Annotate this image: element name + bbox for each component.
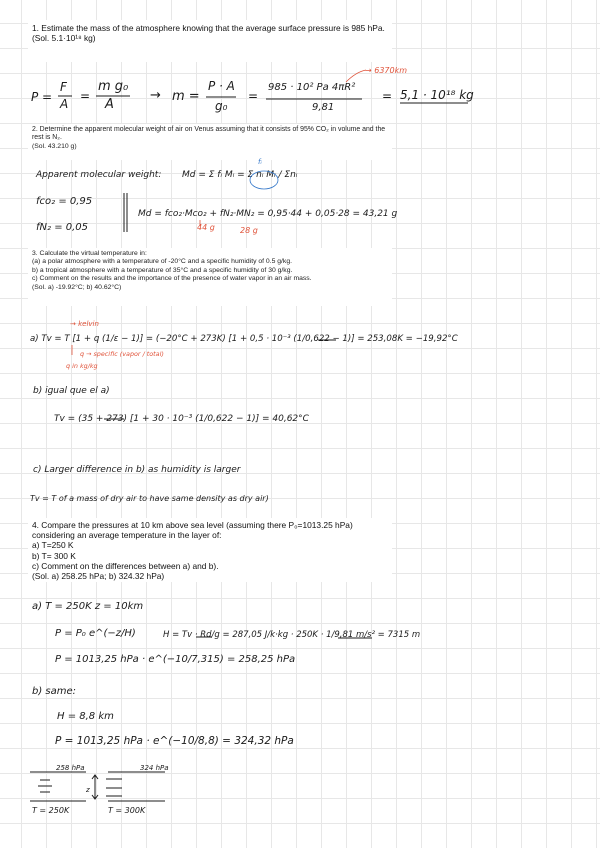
sketch-label-t250: T = 250K xyxy=(32,806,70,815)
work3-b-label: b) igual que el a) xyxy=(33,386,110,396)
work1-eq3: = xyxy=(382,89,393,103)
work1-p: P = xyxy=(31,90,53,104)
sketch-label-t300: T = 300K xyxy=(108,806,146,815)
problem-1-solution: (Sol. 5.1·10¹⁸ kg) xyxy=(32,33,96,44)
work1-mg-bot: A xyxy=(105,97,114,112)
work1-den: 9,81 xyxy=(312,102,335,113)
work1-mg-top: m g₀ xyxy=(98,79,129,94)
work4-p-result: P = 1013,25 hPa · e^(−10/7,315) = 258,25 hPa xyxy=(55,654,296,665)
problem-4-b: b) T= 300 K xyxy=(32,550,76,561)
problem-4-solution: (Sol. a) 258.25 hPa; b) 324.32 hPa) xyxy=(32,571,165,582)
work1-m: m = xyxy=(172,89,200,104)
problem-1-question: 1. Estimate the mass of the atmosphere knowing that the average surface pressure is 985 hPa. xyxy=(32,23,385,33)
work4-p-formula: P = P₀ e^(−z/H) xyxy=(55,628,136,639)
work1-eq1: = xyxy=(80,89,91,103)
work3-c-line: c) Larger difference in b) as humidity is larger xyxy=(33,465,241,475)
problem-3-solution: (Sol. a) -19.92°C; b) 40.62°C) xyxy=(32,283,122,291)
work1-eq2: = xyxy=(248,89,259,103)
sketch-label-z: z xyxy=(86,786,90,794)
work4-h-b: H = 8,8 km xyxy=(57,711,114,722)
work2-label: Apparent molecular weight: xyxy=(36,170,162,180)
problem-4-a: a) T=250 K xyxy=(32,540,74,551)
work3-tv-def: Tv = T of a mass of dry air to have same density as dry air) xyxy=(30,494,269,503)
sketch-label-324: 324 hPa xyxy=(140,764,169,772)
work2-m28: 28 g xyxy=(240,226,258,235)
work1-f-top: F xyxy=(60,80,67,94)
problem-3-c: c) Comment on the results and the importance of the presence of water vapor in an air mass. xyxy=(32,275,312,283)
work2-m44: 44 g xyxy=(197,223,215,232)
work1-pa-bot: g₀ xyxy=(215,99,228,113)
work4-b-head: b) same: xyxy=(32,686,77,697)
problem-3-b: b) a tropical atmosphere with a temperature of 35°C and a specific humidity of 30 g/kg. xyxy=(32,266,293,274)
work3-kelvin: → kelvin xyxy=(70,320,99,328)
work2-fi-note: fᵢ xyxy=(258,158,262,166)
work4-p-b: P = 1013,25 hPa · e^(−10/8,8) = 324,32 hPa xyxy=(55,735,294,747)
work3-q-note: q → specific (vapor / total) xyxy=(80,350,164,358)
work1-f-bot: A xyxy=(60,97,69,111)
problem-2-question: 2. Determine the apparent molecular weight of air on Venus assuming that it consists of 95% CO₂ in volume and the rest is N₂. xyxy=(32,126,386,142)
problem-4-c: c) Comment on the differences between a) and b). xyxy=(32,560,219,571)
problem-3-a: (a) a polar atmosphere with a temperature of -20°C and a specific humidity of 0.5 g/kg. xyxy=(32,258,292,266)
sketch-label-258: 258 hPa xyxy=(56,764,85,772)
work4-a-head: a) T = 250K z = 10km xyxy=(32,601,144,612)
work3-q-units: q in kg/kg xyxy=(66,362,98,370)
work1-num: 985 · 10² Pa 4πR² xyxy=(268,82,356,93)
work2-fco2: fco₂ = 0,95 xyxy=(36,196,93,207)
work1-pa-top: P · A xyxy=(208,79,235,93)
work2-formula: Md = Σ fᵢ Mᵢ = Σ nᵢ Mᵢ / Σnᵢ xyxy=(182,170,298,180)
problem-2-solution: (Sol. 43.210 g) xyxy=(32,142,77,150)
work1-arrow: → xyxy=(150,88,161,103)
work4-h-formula: H = Tv · Rd/g = 287,05 J/k·kg · 250K · 1/9,81 m/s² = 7315 m xyxy=(163,630,421,640)
work3-a-line: a) Tv = T [1 + q (1/ε − 1)] = (−20°C + 273K) [1 + 0,5 · 10⁻³ (1/0,622 − 1)] = 253,08K = −19,92°C xyxy=(30,334,458,344)
work3-b-line: Tv = (35 + 273) [1 + 30 · 10⁻³ (1/0,622 − 1)] = 40,62°C xyxy=(54,414,309,424)
work2-md: Md = fco₂·Mco₂ + fN₂·MN₂ = 0,95·44 + 0,05·28 = 43,21 g xyxy=(138,209,398,219)
problem-3-question: 3. Calculate the virtual temperature in: xyxy=(32,250,147,257)
work2-fn2: fN₂ = 0,05 xyxy=(36,222,89,233)
work1-note: → 6370km xyxy=(365,66,408,75)
work1-result: 5,1 · 10¹⁸ kg xyxy=(400,88,474,102)
problem-4-question: 4. Compare the pressures at 10 km above sea level (assuming there P₀=1013.25 hPa) considering an average temperature in the layer of: xyxy=(32,520,353,541)
